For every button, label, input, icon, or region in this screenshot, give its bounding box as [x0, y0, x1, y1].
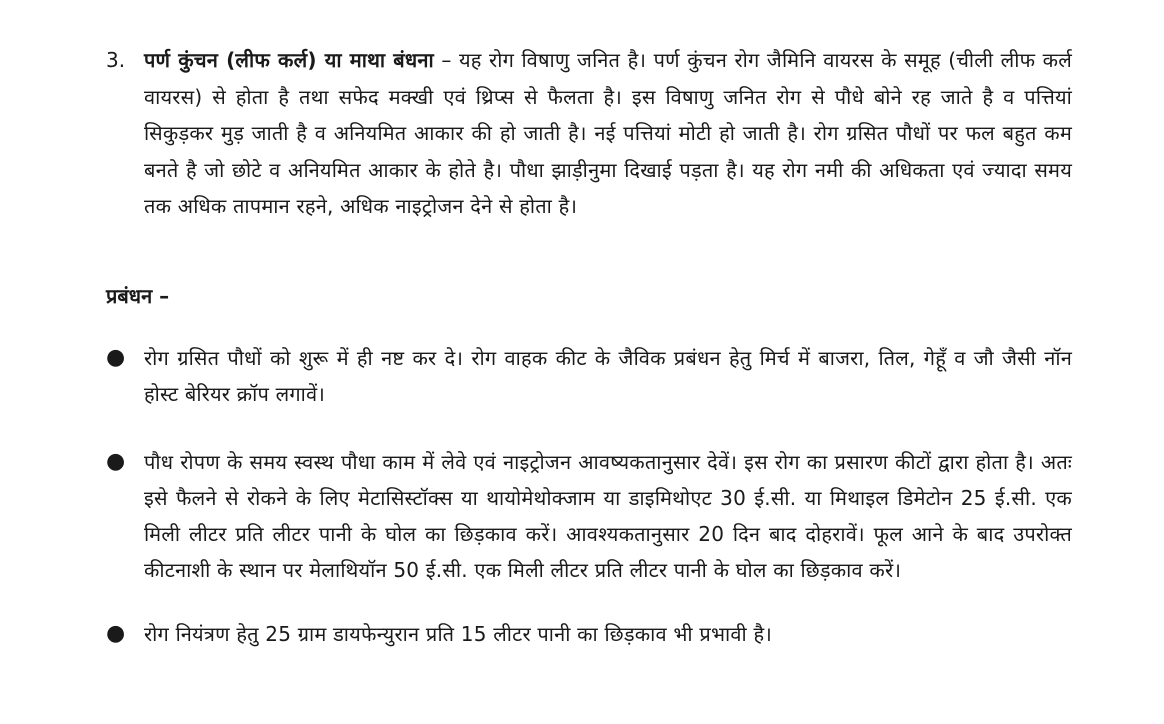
list-item-text: रोग ग्रसित पौधों को शुरू में ही नष्ट कर दे। रोग वाहक कीट के जैविक प्रबंधन हेतु मिर्च में बाजरा, तिल, गेहूँ व जौ जैसी नॉन होस्ट बेरियर क्रॉप लगावें।: [144, 346, 1072, 406]
bullet-icon: ●: [106, 345, 126, 370]
bullet-icon: ●: [106, 621, 126, 646]
bullet-icon: ●: [106, 449, 126, 474]
title-dash: –: [433, 48, 459, 72]
list-item-text: पौध रोपण के समय स्वस्थ पौधा काम में लेवे एवं नाइट्रोजन आवष्यकतानुसार देवें। इस रोग का प्रसारण कीटों द्वारा होता है। अतः इसे फैलने से रोकने के लिए मेटासिस्टॉक्स या थायोमेथोक्जाम या डाइमिथोएट 30 ई.सी. या मिथाइल डिमेटोन 25 ई.सी. एक मिली लीटर प्रति लीटर पानी के घोल का छिड़काव करें। आवश्यकतानुसार 20 दिन बाद दोहरावें। फूल आने के बाद उपरोक्त कीटनाशी के स्थान पर मेलाथियॉन 50 ई.सी. एक मिली लीटर प्रति लीटर पानी के घोल का छिड़काव करें।: [144, 450, 1072, 582]
management-list: [106, 340, 1072, 684]
section-paragraph: [144, 42, 1072, 225]
list-item-text: रोग नियंत्रण हेतु 25 ग्राम डायफेन्युरान प्रति 15 लीटर पानी का छिड़काव भी प्रभावी है।: [144, 622, 773, 646]
management-heading: प्रबंधन –: [106, 284, 170, 308]
list-item: [106, 616, 1072, 652]
section-body: यह रोग विषाणु जनित है। पर्ण कुंचन रोग जैमिनि वायरस के समूह (चीली लीफ कर्ल वायरस) से होता है तथा सफेद मक्खी एवं थ्रिप्स से फैलता है। इस विषाणु जनित रोग से पौधे बोने रह जाते है व पत्तियां सिकुड़कर मुड़ जाती है व अनियमित आकार की हो जाती है। नई पत्तियां मोटी हो जाती है। रोग ग्रसित पौधों पर फल बहुत कम बनते है जो छोटे व अनियमित आकार के होते है। पौधा झाड़ीनुमा दिखाई पड़ता है। यह रोग नमी की अधिकता एवं ज्यादा समय तक अधिक तापमान रहने, अधिक नाइट्रोजन देने से होता है।: [144, 48, 1072, 218]
section-title: पर्ण कुंचन (लीफ कर्ल) या माथा बंधना: [144, 48, 434, 72]
section-number: 3.: [106, 48, 126, 72]
disease-section: [106, 42, 1072, 225]
list-item: [106, 340, 1072, 412]
list-item: [106, 444, 1072, 588]
